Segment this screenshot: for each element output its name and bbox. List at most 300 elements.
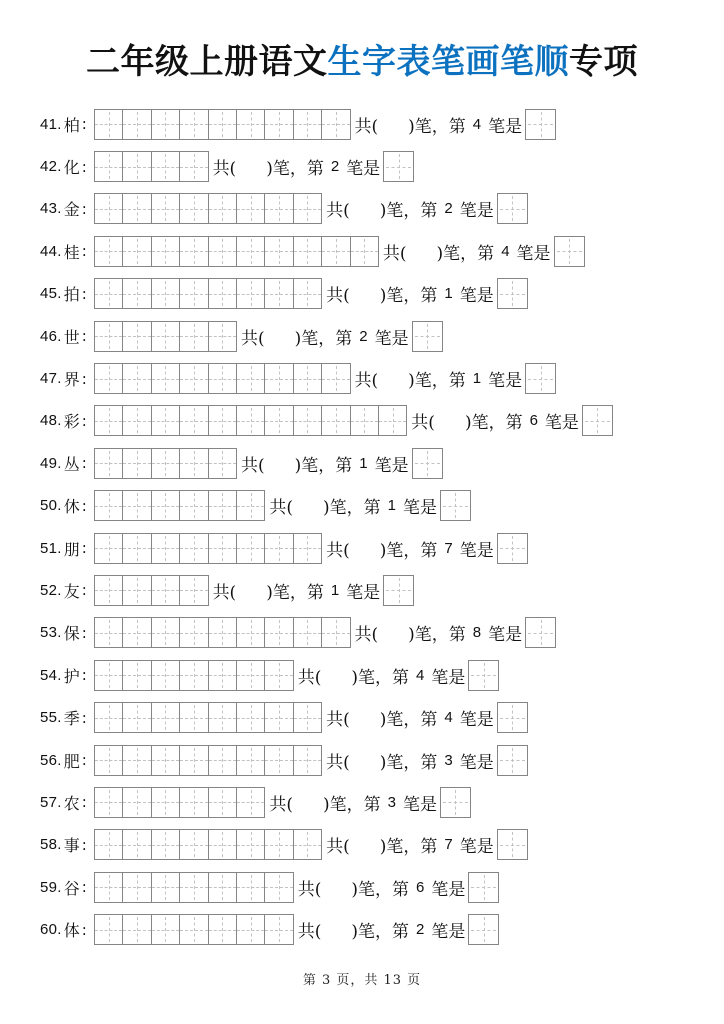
worksheet-row xyxy=(40,103,714,145)
practice-cell xyxy=(293,829,322,860)
row-character: 界 xyxy=(63,370,80,390)
practice-cell xyxy=(264,363,293,394)
row-colon: : xyxy=(81,708,87,727)
row-number: 57. xyxy=(40,793,62,811)
practice-cell xyxy=(179,363,208,394)
nth-stroke-suffix: 笔是 xyxy=(459,710,494,731)
row-label xyxy=(40,409,94,432)
stroke-question-text xyxy=(326,196,494,221)
practice-cell xyxy=(293,278,322,309)
row-colon: : xyxy=(81,199,87,218)
practice-cell xyxy=(208,829,237,860)
nth-stroke-number: 4 xyxy=(444,709,453,727)
practice-cell xyxy=(179,533,208,564)
practice-cell xyxy=(151,829,180,860)
row-number: 53. xyxy=(40,624,62,642)
page-title xyxy=(0,34,724,83)
row-colon: : xyxy=(81,454,87,473)
row-colon: : xyxy=(81,242,87,261)
practice-cell xyxy=(293,702,322,733)
practice-cell xyxy=(94,914,123,945)
answer-cell xyxy=(440,787,471,818)
practice-cell xyxy=(350,405,379,436)
nth-stroke-prefix: )笔，第 xyxy=(408,116,466,137)
nth-stroke-number: 7 xyxy=(444,836,453,854)
practice-cell xyxy=(122,236,151,267)
total-strokes-prefix: 共( xyxy=(212,582,237,603)
answer-cell xyxy=(497,745,528,776)
practice-cell xyxy=(208,363,237,394)
title-highlight: 生字表笔画笔顺 xyxy=(327,42,569,82)
nth-stroke-suffix: 笔是 xyxy=(374,455,409,476)
stroke-question-text xyxy=(355,620,523,645)
practice-cell xyxy=(151,490,180,521)
stroke-question-text xyxy=(298,917,466,942)
practice-cell xyxy=(236,745,265,776)
practice-cell xyxy=(94,448,123,479)
practice-cell xyxy=(293,533,322,564)
total-strokes-prefix: 共( xyxy=(326,201,350,222)
practice-cell xyxy=(179,236,208,267)
row-number: 52. xyxy=(40,581,62,599)
row-character: 体 xyxy=(63,921,80,941)
stroke-practice-grid xyxy=(94,787,265,818)
practice-cell xyxy=(179,660,208,691)
practice-cell xyxy=(208,448,237,479)
practice-cell xyxy=(264,872,293,903)
row-colon: : xyxy=(81,115,87,134)
row-label xyxy=(40,452,94,475)
nth-stroke-number: 4 xyxy=(501,242,510,260)
practice-cell xyxy=(179,321,208,352)
worksheet-row xyxy=(40,654,714,696)
practice-cell xyxy=(236,109,265,140)
row-character: 彩 xyxy=(63,412,80,432)
practice-cell xyxy=(122,745,151,776)
practice-cell xyxy=(264,533,293,564)
practice-cell xyxy=(122,321,151,352)
nth-stroke-suffix: 笔是 xyxy=(459,201,494,222)
row-character: 友 xyxy=(63,581,80,601)
total-strokes-prefix: 共( xyxy=(269,498,293,519)
practice-cell xyxy=(264,109,293,140)
practice-cell xyxy=(236,660,265,691)
practice-cell xyxy=(122,872,151,903)
stroke-question-text xyxy=(326,832,494,857)
row-number: 49. xyxy=(40,454,62,472)
practice-cell xyxy=(208,660,237,691)
practice-cell xyxy=(94,236,123,267)
stroke-question-text xyxy=(326,536,494,561)
answer-cell xyxy=(497,702,528,733)
practice-cell xyxy=(236,914,265,945)
practice-cell xyxy=(236,617,265,648)
row-colon: : xyxy=(81,793,87,812)
answer-cell xyxy=(468,872,499,903)
practice-cell xyxy=(236,490,265,521)
practice-cell xyxy=(151,533,180,564)
practice-cell xyxy=(236,533,265,564)
nth-stroke-suffix: 笔是 xyxy=(346,159,381,180)
stroke-question-text xyxy=(241,451,409,476)
practice-cell xyxy=(321,236,350,267)
practice-cell xyxy=(208,787,237,818)
practice-cell xyxy=(94,829,123,860)
practice-cell xyxy=(94,617,123,648)
stroke-practice-grid xyxy=(94,745,322,776)
practice-cell xyxy=(208,321,237,352)
row-number: 46. xyxy=(40,327,62,345)
worksheet-row xyxy=(40,569,714,611)
worksheet-rows xyxy=(40,103,714,951)
practice-cell xyxy=(122,193,151,224)
row-colon: : xyxy=(81,835,87,854)
practice-cell xyxy=(94,533,123,564)
row-label xyxy=(40,749,94,772)
nth-stroke-number: 2 xyxy=(416,921,425,939)
answer-cell xyxy=(468,914,499,945)
total-strokes-prefix: 共( xyxy=(326,286,350,307)
worksheet-row xyxy=(40,273,714,315)
total-strokes-prefix: 共( xyxy=(240,328,265,349)
practice-cell xyxy=(293,236,322,267)
practice-cell xyxy=(122,617,151,648)
practice-cell xyxy=(208,702,237,733)
worksheet-row xyxy=(40,442,714,484)
practice-cell xyxy=(94,872,123,903)
practice-cell xyxy=(264,278,293,309)
practice-cell xyxy=(179,575,208,606)
practice-cell xyxy=(151,575,180,606)
nth-stroke-prefix: )笔，第 xyxy=(379,710,438,731)
nth-stroke-prefix: )笔，第 xyxy=(322,498,381,519)
practice-cell xyxy=(122,829,151,860)
nth-stroke-suffix: 笔是 xyxy=(459,752,494,773)
nth-stroke-suffix: 笔是 xyxy=(544,413,579,434)
row-character: 柏 xyxy=(63,115,80,135)
practice-cell xyxy=(179,193,208,224)
row-label xyxy=(40,579,94,602)
practice-cell xyxy=(179,745,208,776)
practice-cell xyxy=(122,702,151,733)
row-number: 47. xyxy=(40,370,62,388)
practice-cell xyxy=(321,617,350,648)
row-colon: : xyxy=(81,623,87,642)
nth-stroke-suffix: 笔是 xyxy=(488,116,523,137)
page-number: 第 3 页，共 13 页 xyxy=(302,973,422,988)
practice-cell xyxy=(236,193,265,224)
stroke-question-text xyxy=(326,705,494,730)
row-colon: : xyxy=(81,539,87,558)
total-strokes-prefix: 共( xyxy=(297,879,322,900)
nth-stroke-suffix: 笔是 xyxy=(488,625,523,646)
stroke-question-text xyxy=(298,663,466,688)
stroke-question-text xyxy=(269,493,437,518)
answer-cell xyxy=(412,448,443,479)
row-colon: : xyxy=(81,157,87,176)
stroke-question-text xyxy=(326,748,494,773)
answer-cell xyxy=(554,236,585,267)
nth-stroke-number: 4 xyxy=(416,666,425,684)
practice-cell xyxy=(236,278,265,309)
stroke-question-text xyxy=(326,281,494,306)
nth-stroke-prefix: )笔，第 xyxy=(408,371,466,392)
nth-stroke-prefix: )笔，第 xyxy=(266,159,324,180)
practice-cell xyxy=(94,321,123,352)
nth-stroke-number: 7 xyxy=(444,539,453,557)
practice-cell xyxy=(264,702,293,733)
answer-cell xyxy=(383,575,414,606)
row-colon: : xyxy=(81,496,87,515)
row-character: 桂 xyxy=(63,242,80,262)
row-colon: : xyxy=(81,411,87,430)
row-character: 金 xyxy=(63,200,80,220)
nth-stroke-prefix: )笔，第 xyxy=(351,879,410,900)
practice-cell xyxy=(151,745,180,776)
practice-cell xyxy=(151,448,180,479)
stroke-question-text xyxy=(355,112,523,137)
stroke-practice-grid xyxy=(94,236,379,267)
row-label xyxy=(40,367,94,390)
nth-stroke-suffix: 笔是 xyxy=(516,243,551,264)
row-number: 42. xyxy=(40,158,62,176)
stroke-practice-grid xyxy=(94,872,294,903)
row-number: 41. xyxy=(40,115,62,133)
practice-cell xyxy=(264,660,293,691)
row-label xyxy=(40,791,94,814)
row-number: 51. xyxy=(40,539,62,557)
nth-stroke-prefix: )笔，第 xyxy=(408,625,466,646)
practice-cell xyxy=(94,575,123,606)
practice-cell xyxy=(94,109,123,140)
nth-stroke-number: 3 xyxy=(387,793,396,811)
stroke-question-text xyxy=(269,790,437,815)
practice-cell xyxy=(293,109,322,140)
practice-cell xyxy=(151,702,180,733)
row-character: 化 xyxy=(63,158,80,178)
practice-cell xyxy=(151,617,180,648)
practice-cell xyxy=(293,745,322,776)
nth-stroke-suffix: 笔是 xyxy=(346,582,381,603)
practice-cell xyxy=(179,490,208,521)
stroke-practice-grid xyxy=(94,533,322,564)
stroke-question-text xyxy=(298,875,466,900)
stroke-practice-grid xyxy=(94,321,237,352)
stroke-practice-grid xyxy=(94,405,407,436)
practice-cell xyxy=(208,617,237,648)
row-number: 50. xyxy=(40,497,62,515)
row-colon: : xyxy=(81,751,87,770)
practice-cell xyxy=(94,787,123,818)
practice-cell xyxy=(236,829,265,860)
nth-stroke-prefix: )笔，第 xyxy=(294,328,353,349)
practice-cell xyxy=(179,829,208,860)
row-label xyxy=(40,621,94,644)
practice-cell xyxy=(179,405,208,436)
nth-stroke-number: 8 xyxy=(472,624,482,642)
stroke-practice-grid xyxy=(94,448,237,479)
nth-stroke-prefix: )笔，第 xyxy=(379,201,438,222)
worksheet-row xyxy=(40,145,714,187)
row-character: 世 xyxy=(63,327,80,347)
row-character: 丛 xyxy=(63,454,80,474)
row-label xyxy=(40,664,94,687)
practice-cell xyxy=(236,872,265,903)
practice-cell xyxy=(122,278,151,309)
practice-cell xyxy=(293,193,322,224)
row-character: 肥 xyxy=(63,751,80,771)
answer-cell xyxy=(497,193,528,224)
row-character: 农 xyxy=(63,793,80,813)
answer-cell xyxy=(497,829,528,860)
nth-stroke-suffix: 笔是 xyxy=(374,328,409,349)
answer-cell xyxy=(497,278,528,309)
practice-cell xyxy=(208,193,237,224)
practice-cell xyxy=(208,236,237,267)
row-character: 谷 xyxy=(63,878,80,898)
answer-cell xyxy=(440,490,471,521)
row-label xyxy=(40,494,94,517)
nth-stroke-number: 1 xyxy=(472,370,482,388)
practice-cell xyxy=(264,193,293,224)
practice-cell xyxy=(94,745,123,776)
total-strokes-prefix: 共( xyxy=(297,667,322,688)
answer-cell xyxy=(525,109,556,140)
nth-stroke-prefix: )笔，第 xyxy=(379,837,438,858)
nth-stroke-suffix: 笔是 xyxy=(431,879,466,900)
row-number: 55. xyxy=(40,709,62,727)
row-colon: : xyxy=(81,920,87,939)
nth-stroke-suffix: 笔是 xyxy=(402,794,437,815)
practice-cell xyxy=(94,405,123,436)
practice-cell xyxy=(151,405,180,436)
total-strokes-prefix: 共( xyxy=(354,371,379,392)
nth-stroke-prefix: )笔，第 xyxy=(351,667,410,688)
practice-cell xyxy=(94,363,123,394)
nth-stroke-prefix: )笔，第 xyxy=(379,540,438,561)
stroke-question-text xyxy=(213,578,381,603)
stroke-practice-grid xyxy=(94,109,351,140)
worksheet-row xyxy=(40,400,714,442)
worksheet-row xyxy=(40,908,714,950)
stroke-question-text xyxy=(355,366,523,391)
practice-cell xyxy=(122,405,151,436)
stroke-question-text xyxy=(213,154,381,179)
practice-cell xyxy=(94,193,123,224)
practice-cell xyxy=(378,405,407,436)
practice-cell xyxy=(151,236,180,267)
row-number: 45. xyxy=(40,285,62,303)
nth-stroke-number: 6 xyxy=(416,878,425,896)
worksheet-row xyxy=(40,781,714,823)
nth-stroke-prefix: )笔，第 xyxy=(351,922,410,943)
practice-cell xyxy=(208,405,237,436)
practice-cell xyxy=(208,914,237,945)
worksheet-row xyxy=(40,357,714,399)
total-strokes-prefix: 共( xyxy=(354,116,379,137)
nth-stroke-number: 4 xyxy=(472,115,482,133)
total-strokes-prefix: 共( xyxy=(326,837,350,858)
practice-cell xyxy=(264,405,293,436)
answer-cell xyxy=(412,321,443,352)
row-colon: : xyxy=(81,581,87,600)
practice-cell xyxy=(179,872,208,903)
nth-stroke-number: 1 xyxy=(359,454,368,472)
practice-cell xyxy=(122,787,151,818)
practice-cell xyxy=(151,278,180,309)
worksheet-row xyxy=(40,230,714,272)
practice-cell xyxy=(236,702,265,733)
stroke-practice-grid xyxy=(94,363,351,394)
stroke-practice-grid xyxy=(94,193,322,224)
row-character: 休 xyxy=(63,497,80,517)
row-character: 事 xyxy=(63,836,80,856)
practice-cell xyxy=(122,660,151,691)
practice-cell xyxy=(179,914,208,945)
row-label xyxy=(40,833,94,856)
row-label xyxy=(40,282,94,305)
stroke-question-text xyxy=(411,408,579,433)
row-character: 护 xyxy=(63,666,80,686)
practice-cell xyxy=(151,363,180,394)
practice-cell xyxy=(122,363,151,394)
practice-cell xyxy=(94,151,123,182)
nth-stroke-suffix: 笔是 xyxy=(431,922,466,943)
total-strokes-prefix: 共( xyxy=(382,243,407,264)
practice-cell xyxy=(208,278,237,309)
row-label xyxy=(40,197,94,220)
row-label xyxy=(40,113,94,136)
stroke-practice-grid xyxy=(94,278,322,309)
practice-cell xyxy=(321,109,350,140)
practice-cell xyxy=(208,109,237,140)
practice-cell xyxy=(94,278,123,309)
title-part-right: 专项 xyxy=(569,42,638,82)
nth-stroke-number: 3 xyxy=(444,751,453,769)
practice-cell xyxy=(179,787,208,818)
stroke-practice-grid xyxy=(94,829,322,860)
worksheet-row xyxy=(40,696,714,738)
nth-stroke-number: 2 xyxy=(330,158,340,176)
stroke-question-text xyxy=(383,239,551,264)
row-colon: : xyxy=(81,327,87,346)
practice-cell xyxy=(179,702,208,733)
practice-cell xyxy=(236,236,265,267)
total-strokes-prefix: 共( xyxy=(326,540,350,561)
stroke-practice-grid xyxy=(94,490,265,521)
nth-stroke-prefix: )笔，第 xyxy=(266,582,324,603)
row-label xyxy=(40,155,94,178)
nth-stroke-number: 1 xyxy=(444,285,453,303)
practice-cell xyxy=(321,405,350,436)
row-label xyxy=(40,706,94,729)
worksheet-row xyxy=(40,485,714,527)
practice-cell xyxy=(122,490,151,521)
answer-cell xyxy=(525,617,556,648)
answer-cell xyxy=(525,363,556,394)
row-label xyxy=(40,918,94,941)
practice-cell xyxy=(151,914,180,945)
total-strokes-prefix: 共( xyxy=(297,922,322,943)
practice-cell xyxy=(151,151,180,182)
stroke-practice-grid xyxy=(94,617,351,648)
practice-cell xyxy=(94,660,123,691)
nth-stroke-suffix: 笔是 xyxy=(402,498,437,519)
practice-cell xyxy=(293,363,322,394)
practice-cell xyxy=(236,363,265,394)
practice-cell xyxy=(264,745,293,776)
practice-cell xyxy=(350,236,379,267)
